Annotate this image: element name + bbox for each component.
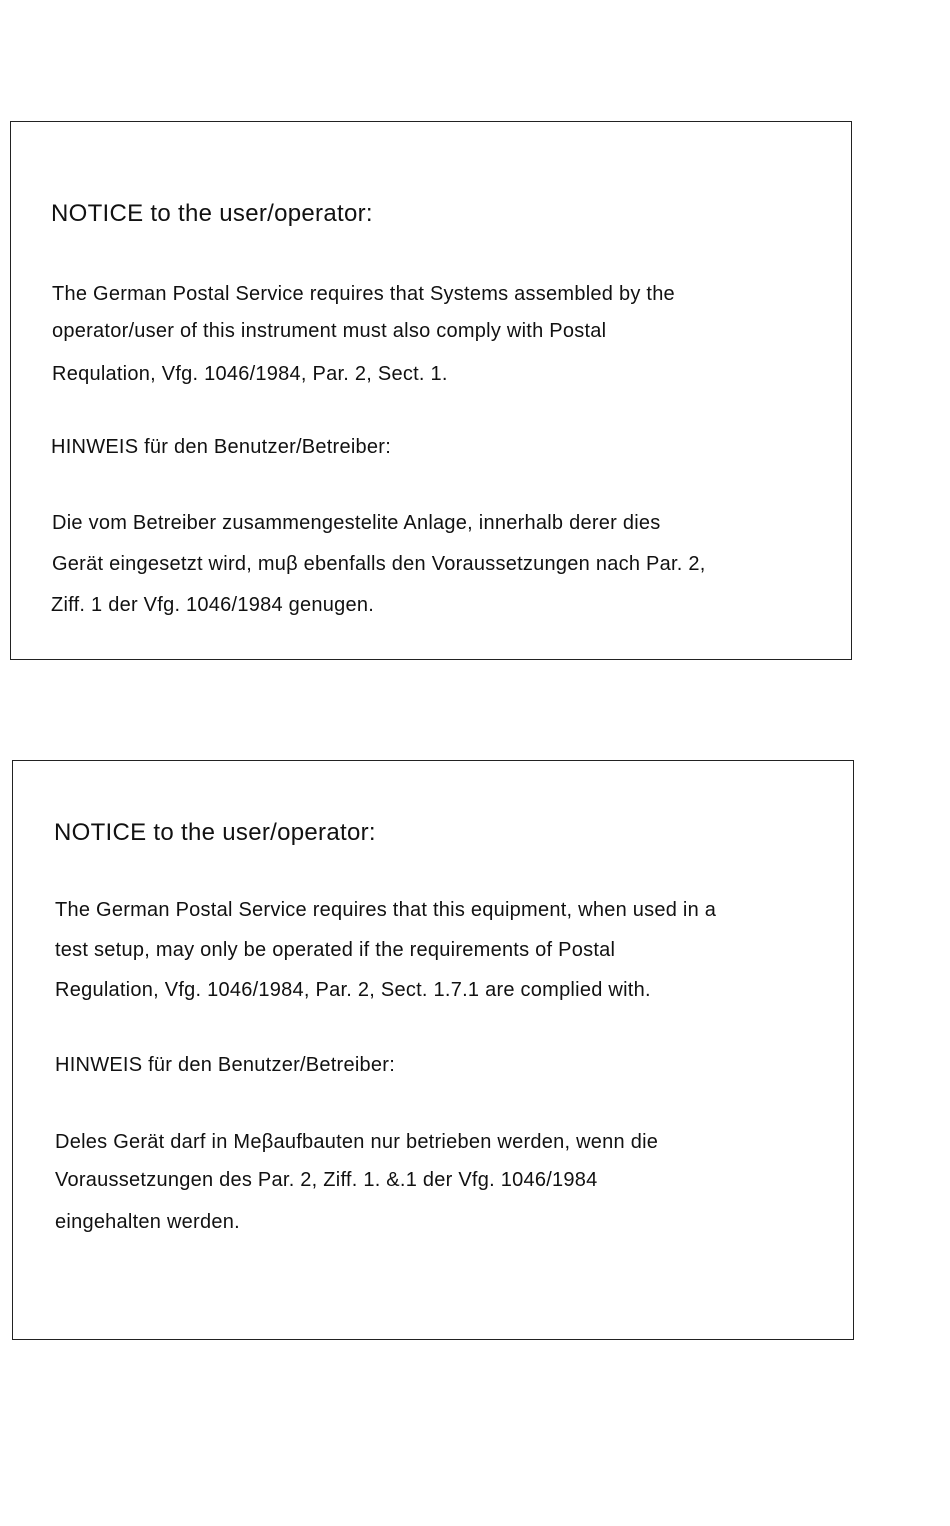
notice-2-german-line-2: Voraussetzungen des Par. 2, Ziff. 1. &.1 der Vfg. 1046/1984 (55, 1169, 598, 1191)
notice-1-english-line-3: Requlation, Vfg. 1046/1984, Par. 2, Sect. 1. (52, 363, 448, 385)
notice-2-german-line-1: Deles Gerät darf in Meβaufbauten nur betrieben werden, wenn die (55, 1131, 659, 1153)
notice-1-german-line-2: Gerät eingesetzt wird, muβ ebenfalls den Voraussetzungen nach Par. 2, (52, 553, 706, 575)
notice-1-heading: NOTICE to the user/operator: (51, 200, 373, 227)
notice-1-english-line-2: operator/user of this instrument must also comply with Postal (52, 320, 607, 342)
notice-2-german-heading: HINWEIS für den Benutzer/Betreiber: (55, 1054, 395, 1076)
notice-2-german-line-3: eingehalten werden. (55, 1211, 240, 1233)
notice-1-german-heading: HINWEIS für den Benutzer/Betreiber: (51, 436, 391, 458)
notice-2-english-line-1: The German Postal Service requires that this equipment, when used in a (55, 899, 717, 921)
notice-1-german-line-3: Ziff. 1 der Vfg. 1046/1984 genugen. (51, 594, 375, 616)
notice-2-heading: NOTICE to the user/operator: (54, 819, 376, 846)
notice-2-english-line-2: test setup, may only be operated if the requirements of Postal (55, 939, 616, 961)
notice-2-english-line-3: Regulation, Vfg. 1046/1984, Par. 2, Sect. 1.7.1 are complied with. (55, 979, 651, 1001)
notice-1-english-line-1: The German Postal Service requires that Systems assembled by the (52, 283, 675, 305)
notice-box-2 (12, 760, 854, 1340)
notice-1-german-line-1: Die vom Betreiber zusammengestelite Anlage, innerhalb derer dies (52, 512, 661, 534)
